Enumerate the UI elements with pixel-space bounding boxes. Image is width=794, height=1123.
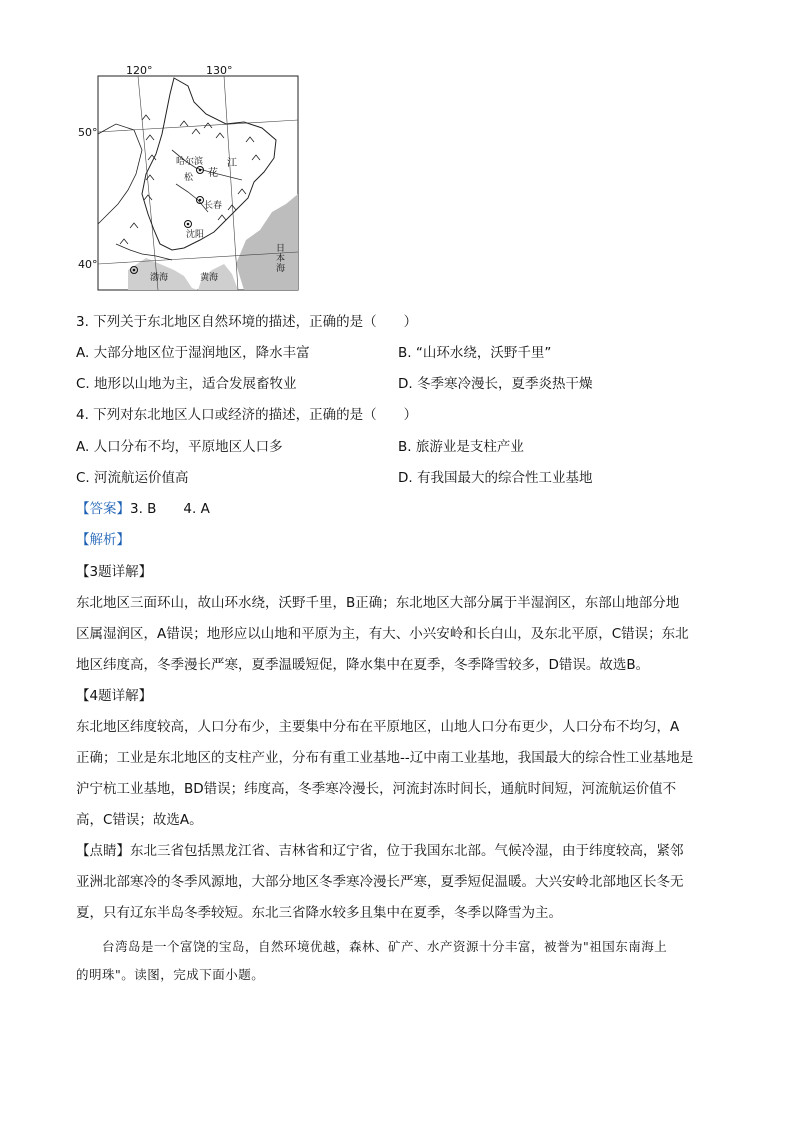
detail-4-tag: 【4题详解】 [76,688,153,704]
river-jiang: 江 [227,158,237,169]
question-3-option-b: B. “山环水绕，沃野千里” [398,345,552,361]
answer-line [76,499,210,519]
lon-label-120: 120° [126,64,153,77]
detail-4-line: 高，C错误；故选A。 [76,812,203,828]
comment-tag: 【点睛】 [76,843,130,859]
question-4-option-d: D. 有我国最大的综合性工业基地 [398,470,593,486]
city-shenyang: 沈阳 [186,230,205,240]
question-4-option-a: A. 人口分布不均，平原地区人口多 [76,439,283,455]
intro-line: 的明珠"。读图，完成下面小题。 [76,967,265,982]
next-question-intro [76,933,726,989]
lat-label-40: 40° [78,258,98,271]
question-3-option-a: A. 大部分地区位于湿润地区，降水丰富 [76,345,310,361]
comment-line: 亚洲北部寒冷的冬季风源地，大部分地区冬季寒冷漫长严寒，夏季短促温暖。大兴安岭北部地区长冬无 [76,874,684,890]
question-4-stem: 4. 下列对东北地区人口或经济的描述，正确的是（ ） [76,407,418,423]
comment-body [76,836,726,929]
japan-sea-area [236,194,298,290]
lat-label-50: 50° [78,126,98,139]
question-3-option-c: C. 地形以山地为主，适合发展畜牧业 [76,376,297,392]
detail-4-line: 正确；工业是东北地区的支柱产业，分布有重工业基地--辽中南工业基地，我国最大的综合性工业基地是 [76,750,694,766]
detail-3-tag: 【3题详解】 [76,564,153,580]
detail-3-line: 区属湿润区，A错误；地形应以山地和平原为主，有大、小兴安岭和长白山，及东北平原，C错误；东北 [76,626,689,642]
northeast-china-map [76,64,302,292]
sea-japan: 日本海 [276,244,286,274]
river-song: 松 [184,173,194,183]
question-4-option-c: C. 河流航运价值高 [76,470,189,486]
question-3-stem: 3. 下列关于东北地区自然环境的描述，正确的是（ ） [76,314,418,330]
detail-4-line: 东北地区纬度较高，人口分布少，主要集中分布在平原地区，山地人口分布更少，人口分布不均匀，A [76,719,680,735]
city-harbin: 哈尔滨 [176,157,204,167]
sea-bohai: 渤海 [150,273,169,283]
detail-3-body [76,588,726,681]
question-3-option-d: D. 冬季寒冷漫长，夏季炎热干燥 [398,376,593,392]
detail-3-line: 地区纬度高，冬季漫长严寒，夏季温暖短促，降水集中在夏季，冬季降雪较多，D错误。故选B。 [76,657,650,673]
detail-3-line: 东北地区三面环山，故山环水绕，沃野千里，B正确；东北地区大部分属于半湿润区，东部山地部分地 [76,595,680,611]
analysis-tag: 【解析】 [76,532,130,548]
intro-line: 台湾岛是一个富饶的宝岛，自然环境优越，森林、矿产、水产资源十分丰富，被誉为"祖国东南海上 [102,939,668,954]
comment-first-line: 【点睛】东北三省包括黑龙江省、吉林省和辽宁省，位于我国东北部。气候冷湿，由于纬度较高，紧邻 [76,843,684,859]
river-hua: 花 [208,168,218,179]
answer-tag: 【答案】 [76,501,130,517]
comment-line: 夏，只有辽东半岛冬季较短。东北三省降水较多且集中在夏季，冬季以降雪为主。 [76,905,562,921]
sea-yellow: 黄海 [200,273,219,283]
detail-4-line: 沪宁杭工业基地，BD错误；纬度高，冬季寒冷漫长，河流封冻时间长，通航时间短，河流航运价值不 [76,781,677,797]
answer-text: 3. B 4. A [130,501,210,517]
detail-4-body [76,712,726,836]
lon-label-130: 130° [206,64,233,77]
question-4-option-b: B. 旅游业是支柱产业 [398,439,524,455]
city-changchun: 长春 [204,201,223,211]
